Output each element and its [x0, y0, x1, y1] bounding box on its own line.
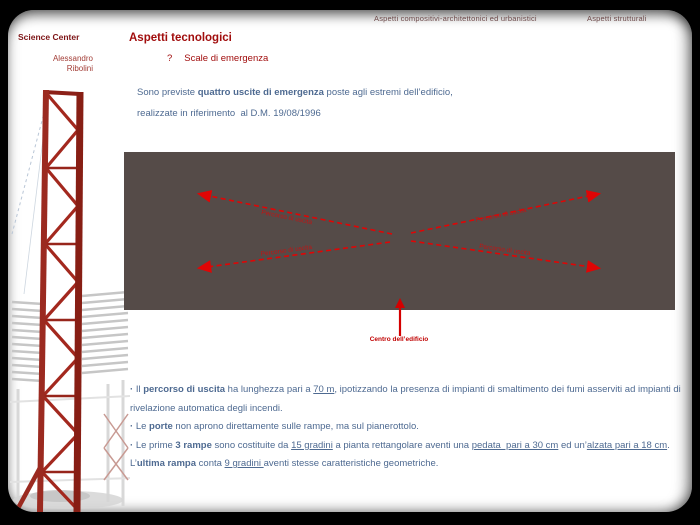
- bullet-item-ramps: · Le prime 3 rampe sono costituite da 15 gradini a pianta rettangolare aventi una pedata pari a 30 cm ed un’alzata pari a 18 cm.: [130, 439, 670, 451]
- bullet-marker: ·: [130, 439, 134, 451]
- exit-path-label-lower-right: Percorso di uscita: [478, 243, 531, 258]
- tower-illustration: [10, 84, 130, 512]
- building-center-arrow-icon: [385, 296, 415, 338]
- section-subtitle-row: [167, 53, 268, 64]
- presentation-slide: [8, 10, 692, 512]
- intro-paragraph: [137, 82, 597, 124]
- bullet-item-last-ramp: L’ultima rampa conta 9 gradini aventi stesse caratteristiche geometriche.: [130, 458, 439, 469]
- bullet-item-doors: · Le porte non aprono direttamente sulle rampe, ma sul pianerottolo.: [130, 421, 419, 432]
- exit-paths-overlay: [124, 152, 675, 310]
- intro-line-2: realizzate in riferimento al D.M. 19/08/1996: [137, 108, 321, 119]
- exit-path-label-upper-left: Percorso di uscita: [260, 209, 313, 227]
- notes-bullet-list: [130, 381, 692, 474]
- intro-line-1: Sono previste quattro uscite di emergenza poste agli estremi dell’edificio,: [137, 87, 453, 98]
- tower-truss: [16, 90, 80, 512]
- page-title: Aspetti tecnologici: [129, 32, 232, 44]
- bullet-marker: ·: [130, 384, 134, 395]
- exit-arrow-upper-left: [200, 194, 392, 234]
- bullet-item-exit-path: · Il percorso di uscita ha lunghezza pari a 70 m, ipotizzando la presenza di impianti di smaltimento dei fumi asserviti ad impianti di rivelazione automatica degli incendi.: [130, 384, 684, 414]
- nav-link-aspetti-compositivi[interactable]: Aspetti compositivi-architettonici ed urbanistici: [374, 14, 537, 23]
- subtitle-bullet-glyph: ?: [167, 53, 173, 64]
- section-subtitle: Scale di emergenza: [184, 53, 269, 64]
- floor-plan-diagram: [124, 152, 675, 310]
- building-center-label: Centro dell’edificio: [369, 336, 429, 343]
- author-name: [33, 54, 93, 74]
- bullet-marker: ·: [130, 421, 134, 432]
- exit-path-label-lower-left: Percorso di uscita: [260, 243, 313, 258]
- author-first-name: Alessandro: [52, 54, 93, 63]
- exit-arrow-lower-right: [411, 241, 598, 268]
- author-last-name: Ribolini: [66, 64, 93, 73]
- exit-path-label-upper-right: Percorso di uscita: [475, 206, 528, 224]
- nav-link-aspetti-strutturali[interactable]: Aspetti strutturali: [587, 14, 647, 23]
- project-title: Science Center: [18, 32, 80, 42]
